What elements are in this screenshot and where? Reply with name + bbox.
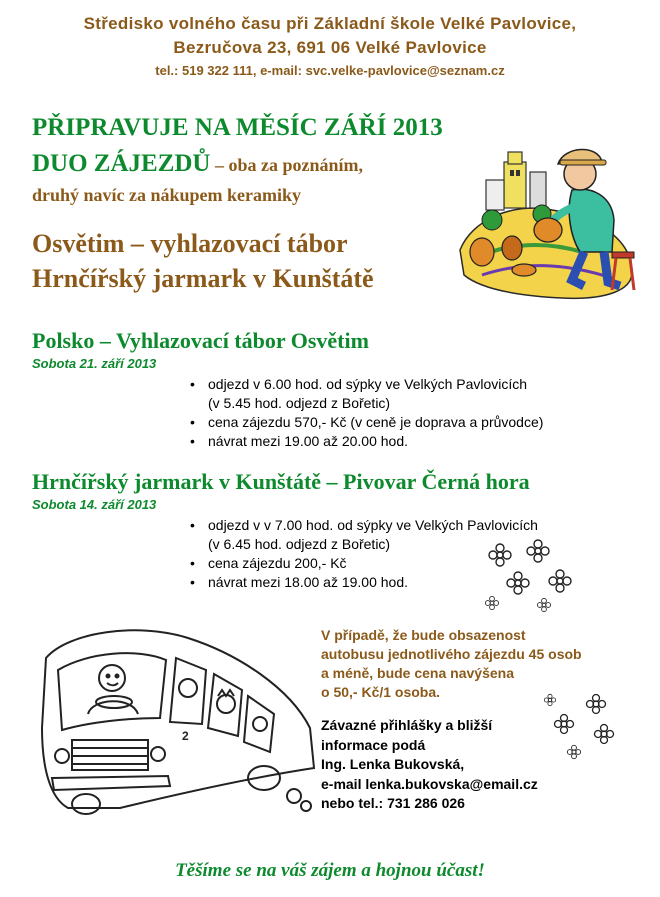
list-item: • návrat mezi 18.00 až 19.00 hod. <box>190 573 538 592</box>
contact-phone: nebo tel.: 731 286 026 <box>321 795 465 811</box>
footer-slogan: Těšíme se na váš zájem a hojnou účast! <box>175 860 485 881</box>
price-note-line: o 50,- Kč/1 osoba. <box>321 684 441 700</box>
bus-drawing-icon <box>28 618 318 818</box>
trip2-date: Sobota 14. září 2013 <box>32 497 157 512</box>
contact-email: e-mail lenka.bukovska@email.cz <box>321 775 538 792</box>
duo-subtitle: – oba za poznáním, <box>210 155 364 175</box>
contact-name: Ing. Lenka Bukovská, <box>321 756 465 772</box>
trip2-title: Hrnčířský jarmark v Kunštátě – Pivovar Černá hora <box>32 469 530 494</box>
duo-subtitle-2: druhý navíc za nákupem keramiky <box>32 185 302 205</box>
price-note-line: V případě, že bude obsazenost <box>321 627 526 643</box>
list-item: • odjezd v 6.00 hod. od sýpky ve Velkých Pavlovicích <box>190 375 543 394</box>
flower-doodle-icon <box>478 533 588 613</box>
header-line-1: Středisko volného času při Základní škole Velké Pavlovice, <box>83 14 577 33</box>
flower-doodle-icon <box>540 690 630 770</box>
contact-block <box>321 716 538 814</box>
contact-line: Závazné přihlášky a bližší <box>321 717 493 733</box>
bus-number: 2 <box>182 729 189 743</box>
list-item: • cena zájezdu 570,- Kč (v ceně je doprava a průvodce) <box>190 413 543 432</box>
contact-line: informace podá <box>321 736 426 753</box>
header-line-2: Bezručova 23, 691 06 Velké Pavlovice <box>173 38 487 57</box>
header-contact-line: tel.: 519 322 111, e-mail: svc.velke-pavlovice@seznam.cz <box>155 63 505 78</box>
potter-illustration-icon <box>452 140 640 305</box>
price-note-line: autobusu jednotlivého zájezdu 45 osob <box>321 646 582 662</box>
trip1-title: Polsko – Vyhlazovací tábor Osvětim <box>32 328 369 353</box>
main-title: PŘIPRAVUJE NA MĚSÍC ZÁŘÍ 2013 <box>32 114 443 141</box>
list-item: • odjezd v v 7.00 hod. od sýpky ve Velkých Pavlovicích <box>190 516 538 535</box>
trip1-date: Sobota 21. září 2013 <box>32 356 157 371</box>
list-item: • cena zájezdu 200,- Kč <box>190 554 538 573</box>
price-note-line: a méně, bude cena navýšena <box>321 665 514 681</box>
duo-line <box>32 150 363 178</box>
trip1-list <box>190 375 543 451</box>
list-item: • návrat mezi 19.00 až 20.00 hod. <box>190 432 543 451</box>
destination-2: Hrnčířský jarmark v Kunštátě <box>32 264 374 293</box>
list-item: (v 6.45 hod. odjezd z Bořetic) <box>208 536 391 552</box>
destination-1: Osvětim – vyhlazovací tábor <box>32 229 348 258</box>
list-item: (v 5.45 hod. odjezd z Bořetic) <box>208 395 391 411</box>
duo-title: DUO ZÁJEZDŮ <box>32 150 211 177</box>
